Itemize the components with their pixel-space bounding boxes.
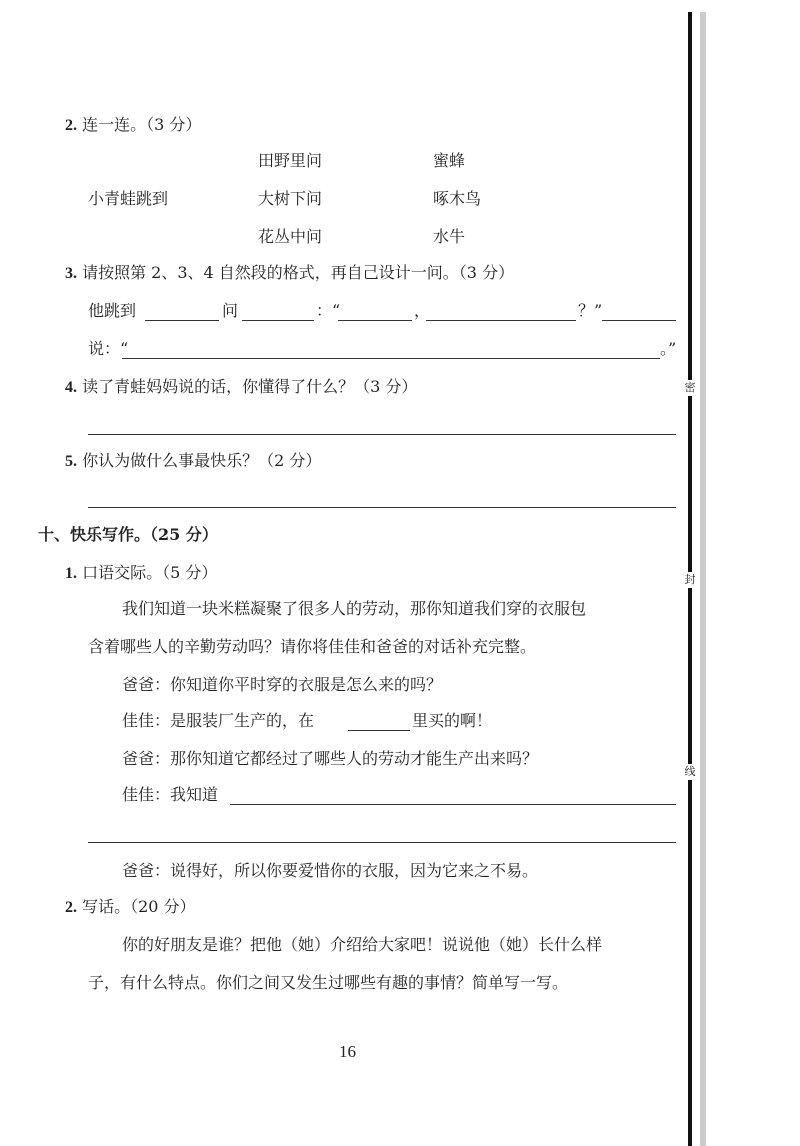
answer-line[interactable] [88,507,676,508]
question-number: 4. [65,379,77,396]
fill-text: 说：“ [88,339,129,358]
blank-line[interactable] [122,358,660,359]
question-5 [65,450,321,473]
fill-text: ：“ [316,301,341,320]
dialogue-line: 佳佳：是服装厂生产的，在 [122,711,315,730]
blank-line[interactable] [242,320,314,321]
question-3 [65,262,514,285]
match-middle-item: 花丛中问 [258,227,323,246]
question-text: 连一连。（3 分） [82,115,202,134]
page-number: 16 [339,1042,356,1061]
binding-rule-shadow [700,12,706,1146]
question-text: 你认为做什么事最快乐？（2 分） [82,451,322,470]
match-right-item: 啄木鸟 [433,189,482,208]
dialogue-line: 爸爸：那你知道它都经过了哪些人的劳动才能生产出来吗？ [122,749,539,768]
answer-line[interactable] [88,842,676,843]
question-number: 3. [65,265,77,282]
question-number: 5. [65,453,77,470]
dialogue-line: 佳佳：我知道 [122,785,219,804]
paragraph-line: 子，有什么特点。你们之间又发生过哪些有趣的事情？简单写一写。 [88,973,569,992]
fill-text: ？” [578,301,603,320]
fill-text: 他跳到 [88,301,137,320]
question-text: 请按照第 2、3、4 自然段的格式，再自己设计一问。（3 分） [82,263,515,282]
question-text: 读了青蛙妈妈说的话，你懂得了什么？（3 分） [82,377,418,396]
question-4 [65,376,417,399]
match-right-item: 蜜蜂 [433,151,466,170]
blank-line[interactable] [338,320,412,321]
dialogue-line: 爸爸：你知道你平时穿的衣服是怎么来的吗？ [122,675,443,694]
margin-label-xian: 线 [680,764,700,780]
question-2 [65,114,201,137]
question-number: 1. [65,565,77,582]
fill-text: 问 [222,301,239,320]
paragraph-line: 我们知道一块米糕凝聚了很多人的劳动，那你知道我们穿的衣服包 [122,599,587,618]
question-number: 2. [65,117,77,134]
answer-line[interactable] [230,804,676,805]
question-text: 写话。（20 分） [82,897,196,916]
paragraph-line: 含着哪些人的辛勤劳动吗？请你将佳佳和爸爸的对话补充完整。 [88,637,537,656]
blank-line[interactable] [348,730,410,731]
blank-line[interactable] [145,320,219,321]
margin-label-mi: 密 [680,380,700,396]
match-middle-item: 大树下问 [258,189,323,208]
blank-line[interactable] [602,320,676,321]
answer-line[interactable] [88,434,676,435]
blank-line[interactable] [426,320,576,321]
question-number: 2. [65,899,77,916]
section-title: 十、快乐写作。（25 分） [38,525,218,544]
margin-label-feng: 封 [680,572,700,588]
dialogue-line: 爸爸：说得好，所以你要爱惜你的衣服，因为它来之不易。 [122,861,539,880]
paragraph-line: 你的好朋友是谁？把他（她）介绍给大家吧！说说他（她）长什么样 [122,935,603,954]
match-left-item: 小青蛙跳到 [88,189,169,208]
writing-2 [65,896,196,919]
fill-text: 。” [660,339,677,358]
fill-text: ， [414,301,431,320]
writing-1 [65,562,217,585]
dialogue-line: 里买的啊！ [412,711,493,730]
question-text: 口语交际。（5 分） [82,563,218,582]
match-right-item: 水牛 [433,227,466,246]
match-middle-item: 田野里问 [258,151,323,170]
